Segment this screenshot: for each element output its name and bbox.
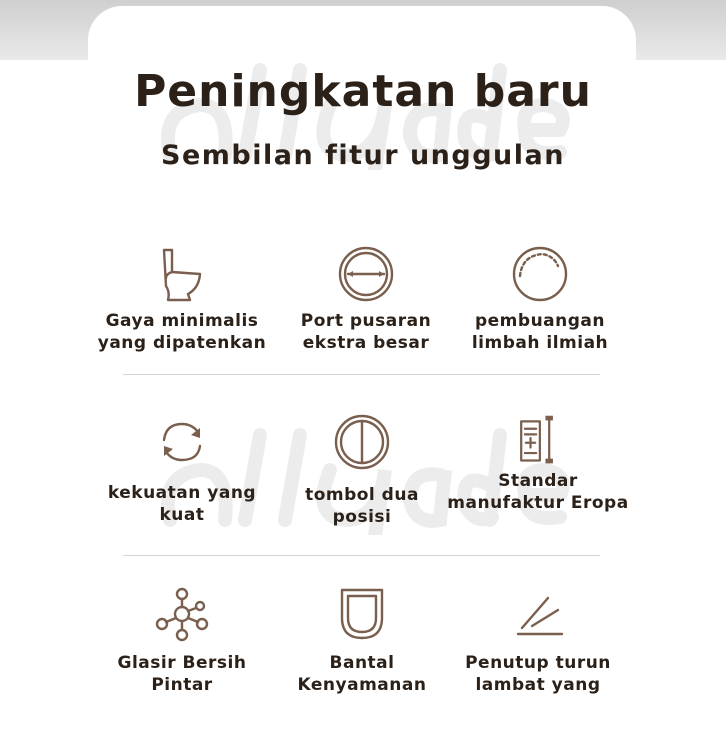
drain-circle-icon: [510, 244, 570, 304]
page-subtitle: Sembilan fitur unggulan: [161, 140, 565, 171]
row-divider: [123, 555, 600, 556]
row-divider: [123, 374, 600, 375]
feature-scientific-drainage: [420, 244, 660, 354]
toilet-icon: [152, 244, 212, 304]
dual-button-icon: [332, 412, 392, 472]
molecule-glaze-icon: [152, 584, 212, 644]
feature-label: pembuangan limbah ilmiah: [471, 311, 609, 353]
seat-cushion-icon: [332, 584, 392, 644]
page-title: Peningkatan baru: [134, 66, 592, 117]
feature-european-standard: [418, 412, 658, 514]
feature-label: Gaya minimalis yang dipatenkan: [97, 311, 267, 353]
feature-label: Glasir Bersih Pintar: [117, 653, 247, 695]
feature-label: kekuatan yang kuat: [107, 483, 257, 525]
slow-close-lid-icon: [508, 584, 568, 644]
feature-label: Port pusaran ekstra besar: [300, 311, 432, 353]
cycle-arrows-icon: [152, 412, 212, 472]
outlet-diameter-icon: [336, 244, 396, 304]
feature-label: Bantal Kenyamanan: [297, 653, 427, 695]
feature-label: tombol dua posisi: [305, 485, 419, 527]
feature-label: Penutup turun lambat yang: [465, 653, 611, 695]
feature-slow-close-lid: [418, 584, 658, 696]
feature-label: Standar manufaktur Eropa: [447, 471, 629, 513]
european-standard-icon: [508, 412, 568, 468]
